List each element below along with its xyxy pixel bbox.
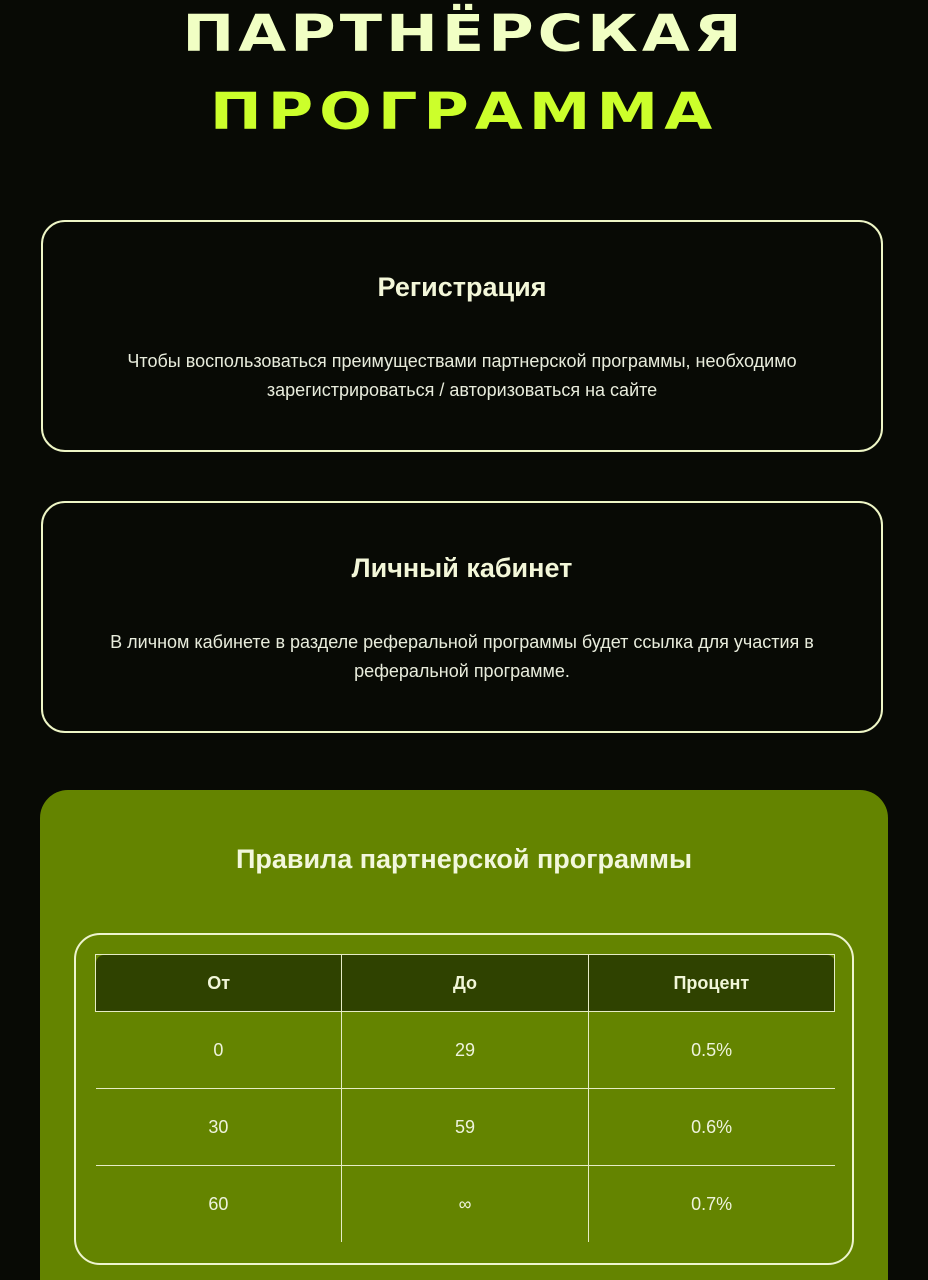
header-from: От xyxy=(96,955,342,1012)
hero-heading xyxy=(0,0,928,142)
cell-to: 29 xyxy=(342,1012,588,1089)
rates-table xyxy=(95,954,835,1242)
cell-to: ∞ xyxy=(342,1166,588,1243)
table-row xyxy=(96,1089,835,1166)
cell-percent: 0.7% xyxy=(588,1166,834,1243)
registration-title: Регистрация xyxy=(377,272,547,302)
table-header-row xyxy=(96,955,835,1012)
header-to: До xyxy=(342,955,588,1012)
rules-panel xyxy=(40,790,888,1280)
registration-card xyxy=(41,220,883,452)
rules-title: Правила партнерской программы xyxy=(235,844,693,874)
cell-from: 60 xyxy=(96,1166,342,1243)
header-percent: Процент xyxy=(588,955,834,1012)
cell-from: 30 xyxy=(96,1089,342,1166)
cell-percent: 0.6% xyxy=(588,1089,834,1166)
cell-to: 59 xyxy=(342,1089,588,1166)
personal-account-text: В личном кабинете в разделе реферальной программы будет ссылка для участия в реферальной программе. xyxy=(110,632,814,681)
table-row xyxy=(96,1012,835,1089)
cell-percent: 0.5% xyxy=(588,1012,834,1089)
cell-from: 0 xyxy=(96,1012,342,1089)
table-row xyxy=(96,1166,835,1243)
personal-account-card xyxy=(41,501,883,733)
hero-title-line-1: ПАРТНЁРСКАЯ xyxy=(182,3,746,64)
rates-table-frame xyxy=(74,933,854,1265)
hero-title-line-2: ПРОГРАММА xyxy=(209,81,719,142)
personal-account-title: Личный кабинет xyxy=(351,553,573,583)
registration-text: Чтобы воспользоваться преимуществами партнерской программы, необходимо зарегистрироваться / авторизоваться на сайте xyxy=(127,351,797,400)
